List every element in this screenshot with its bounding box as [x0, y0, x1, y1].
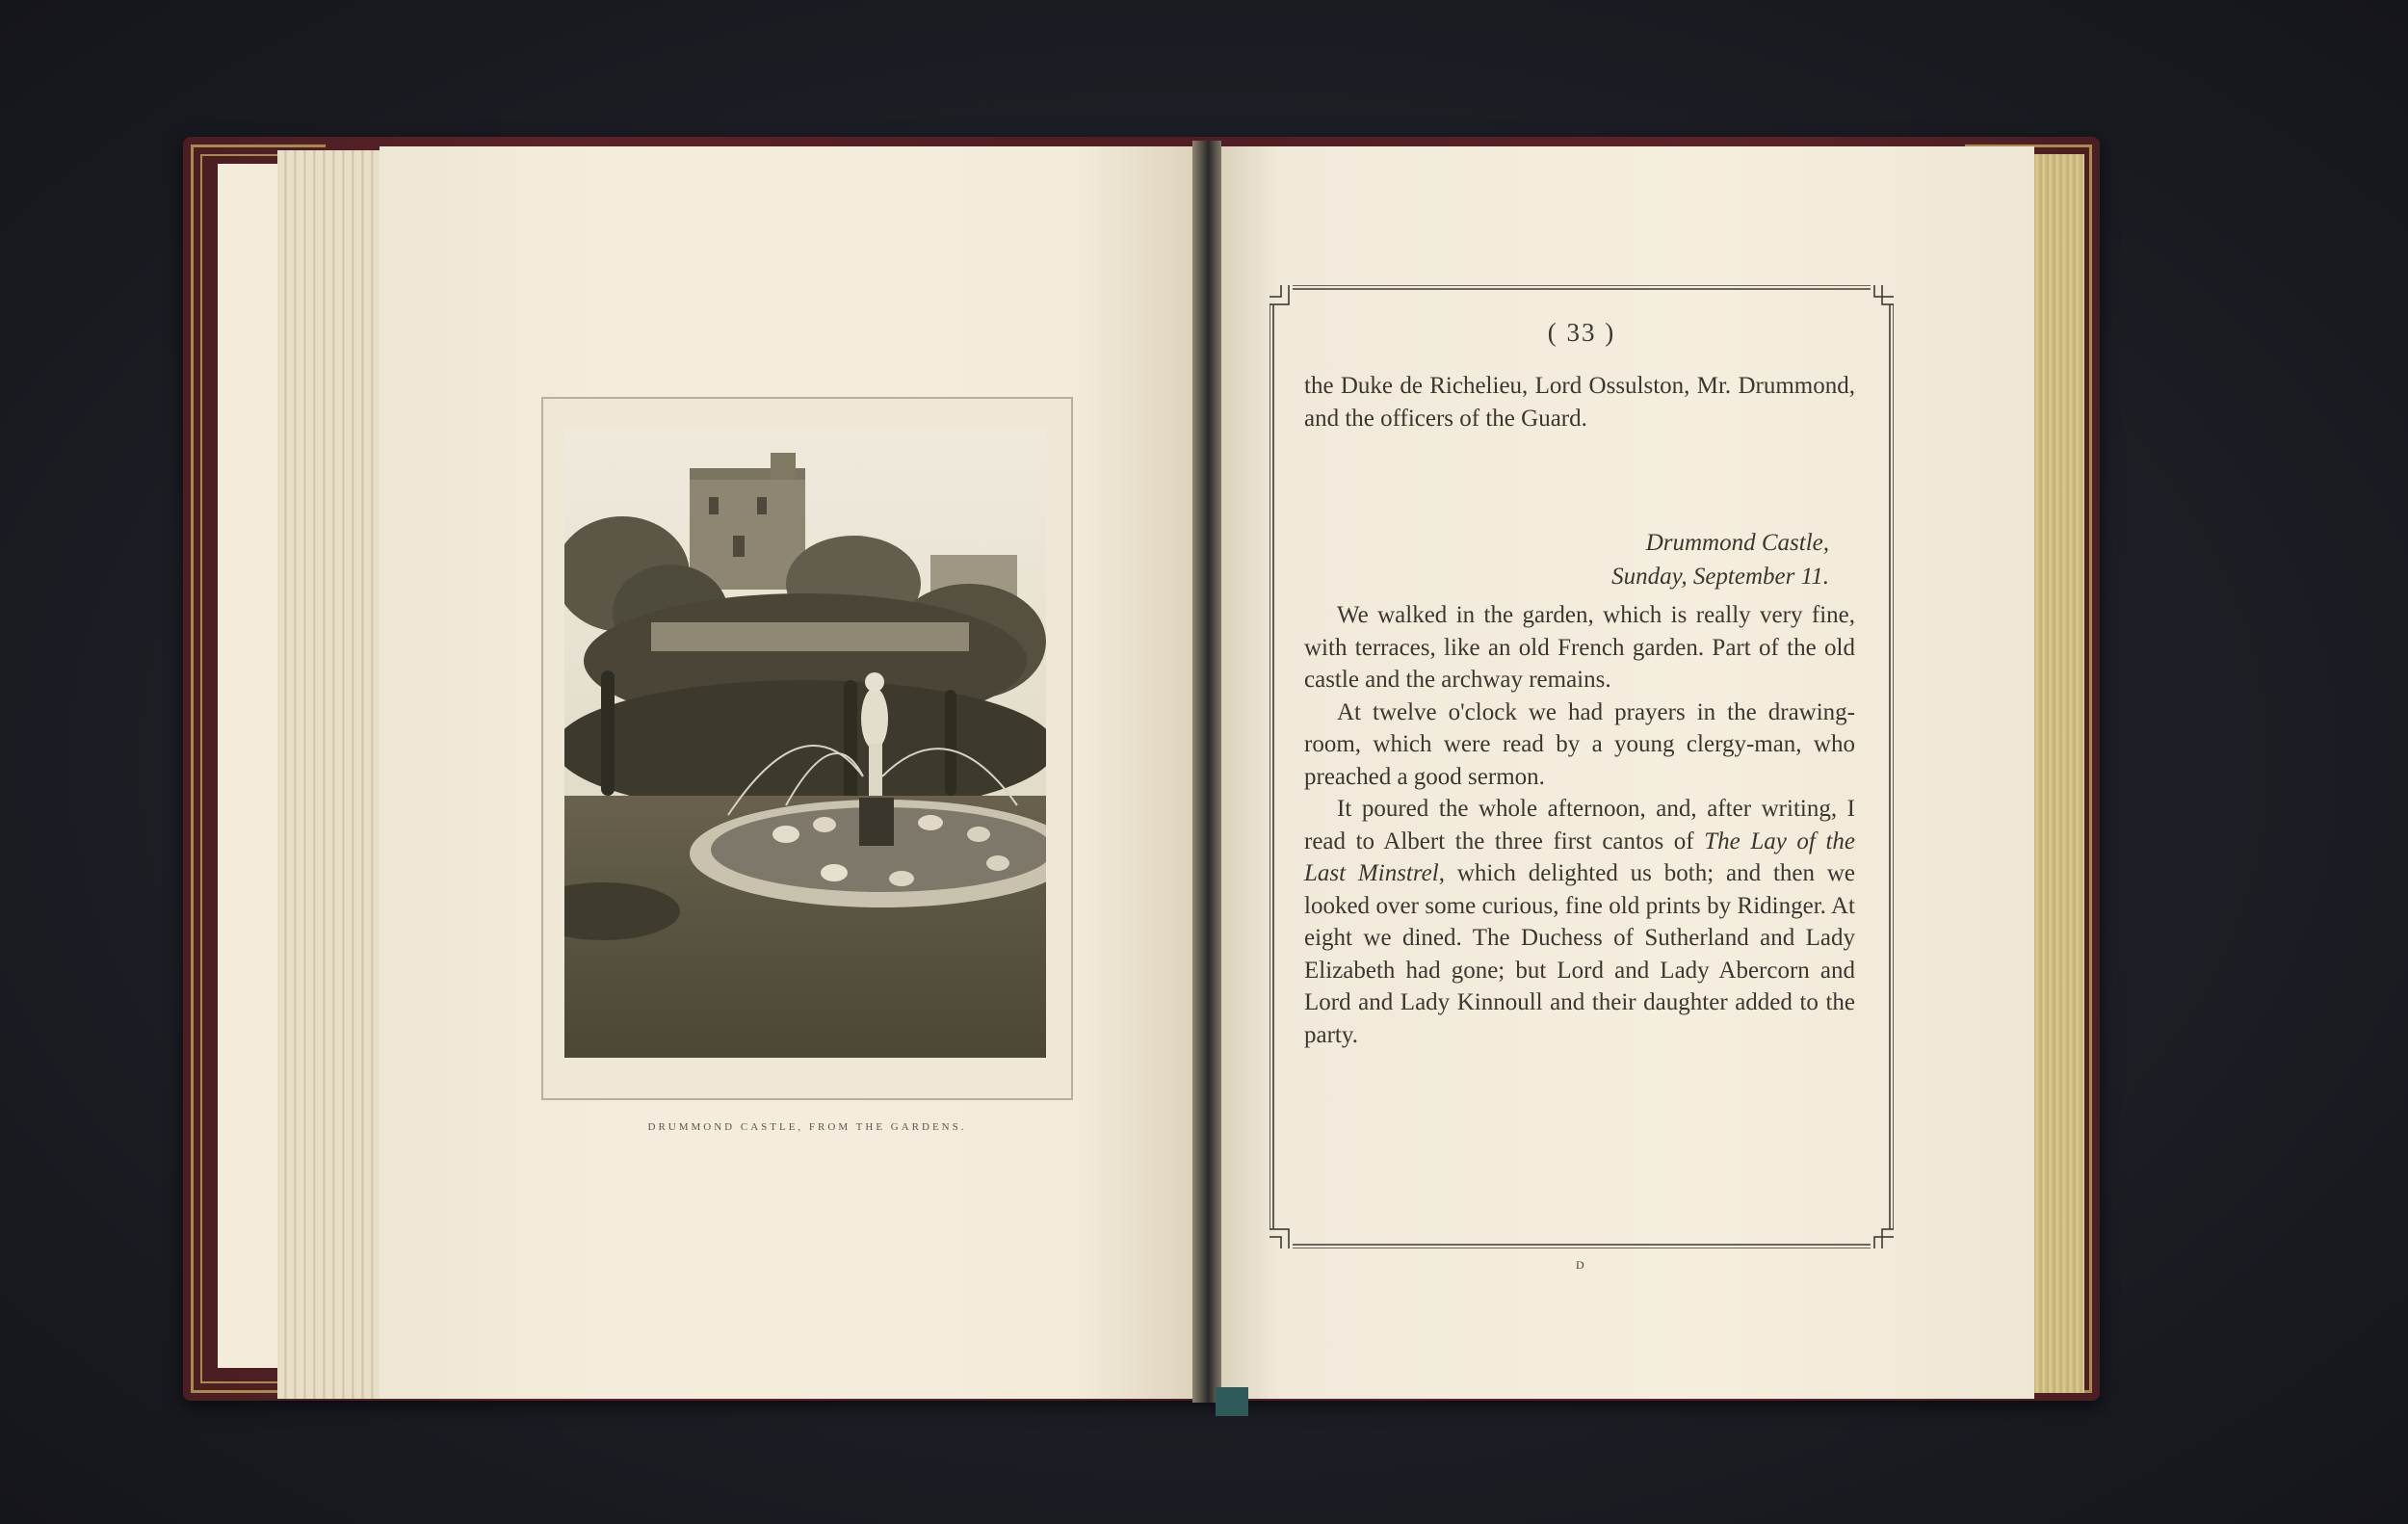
- book-gutter: [1192, 141, 1221, 1403]
- castle-garden-image: [564, 430, 1046, 1058]
- paragraph-garden: We walked in the garden, which is really very fine, with terraces, like an old French garden. Part of the old castle and the archway remains.: [1304, 602, 1855, 693]
- diary-entry: [1304, 599, 1855, 1051]
- garden-photograph: [564, 430, 1046, 1058]
- endpaper: [218, 164, 279, 1368]
- poem-title: The Lay of the Last Minstrel: [1304, 828, 1856, 886]
- page-stack-left: [277, 150, 385, 1399]
- dateline-place: Drummond Castle,: [1645, 530, 1829, 556]
- opening-lines: the Duke de Richelieu, Lord Ossulston, Mr. Drummond, and the officers of the Guard.: [1304, 373, 1855, 432]
- dateline: [1304, 526, 1829, 593]
- dateline-date: Sunday, September 11.: [1611, 564, 1829, 590]
- paragraph-afternoon-start: It poured the whole afternoon, and, after writing, I read to Albert the three first cantos of: [1304, 796, 1855, 854]
- bookmark-ribbon: [1216, 1387, 1248, 1416]
- opening-paragraph: [1304, 370, 1855, 434]
- page-number: ( 33 ): [1547, 318, 1616, 347]
- paragraph-afternoon-end: , which delighted us both; and then we looked over some curious, fine old prints by Ridinger. At eight we dined. The Duchess of Sutherland and Lady Elizabeth had gone; but Lord and Lady Abercorn and Lord and Lady Kinnoull and their daughter added to the party.: [1304, 860, 1855, 1048]
- photo-caption: DRUMMOND CASTLE, FROM THE GARDENS.: [647, 1121, 967, 1133]
- paragraph-afternoon: [1304, 793, 1855, 1051]
- page-stack-right: [2030, 154, 2084, 1393]
- paragraph-prayers: At twelve o'clock we had prayers in the drawing-room, which were read by a young clergy-man, who preached a good sermon.: [1304, 698, 1855, 790]
- signature-mark: D: [1576, 1258, 1585, 1272]
